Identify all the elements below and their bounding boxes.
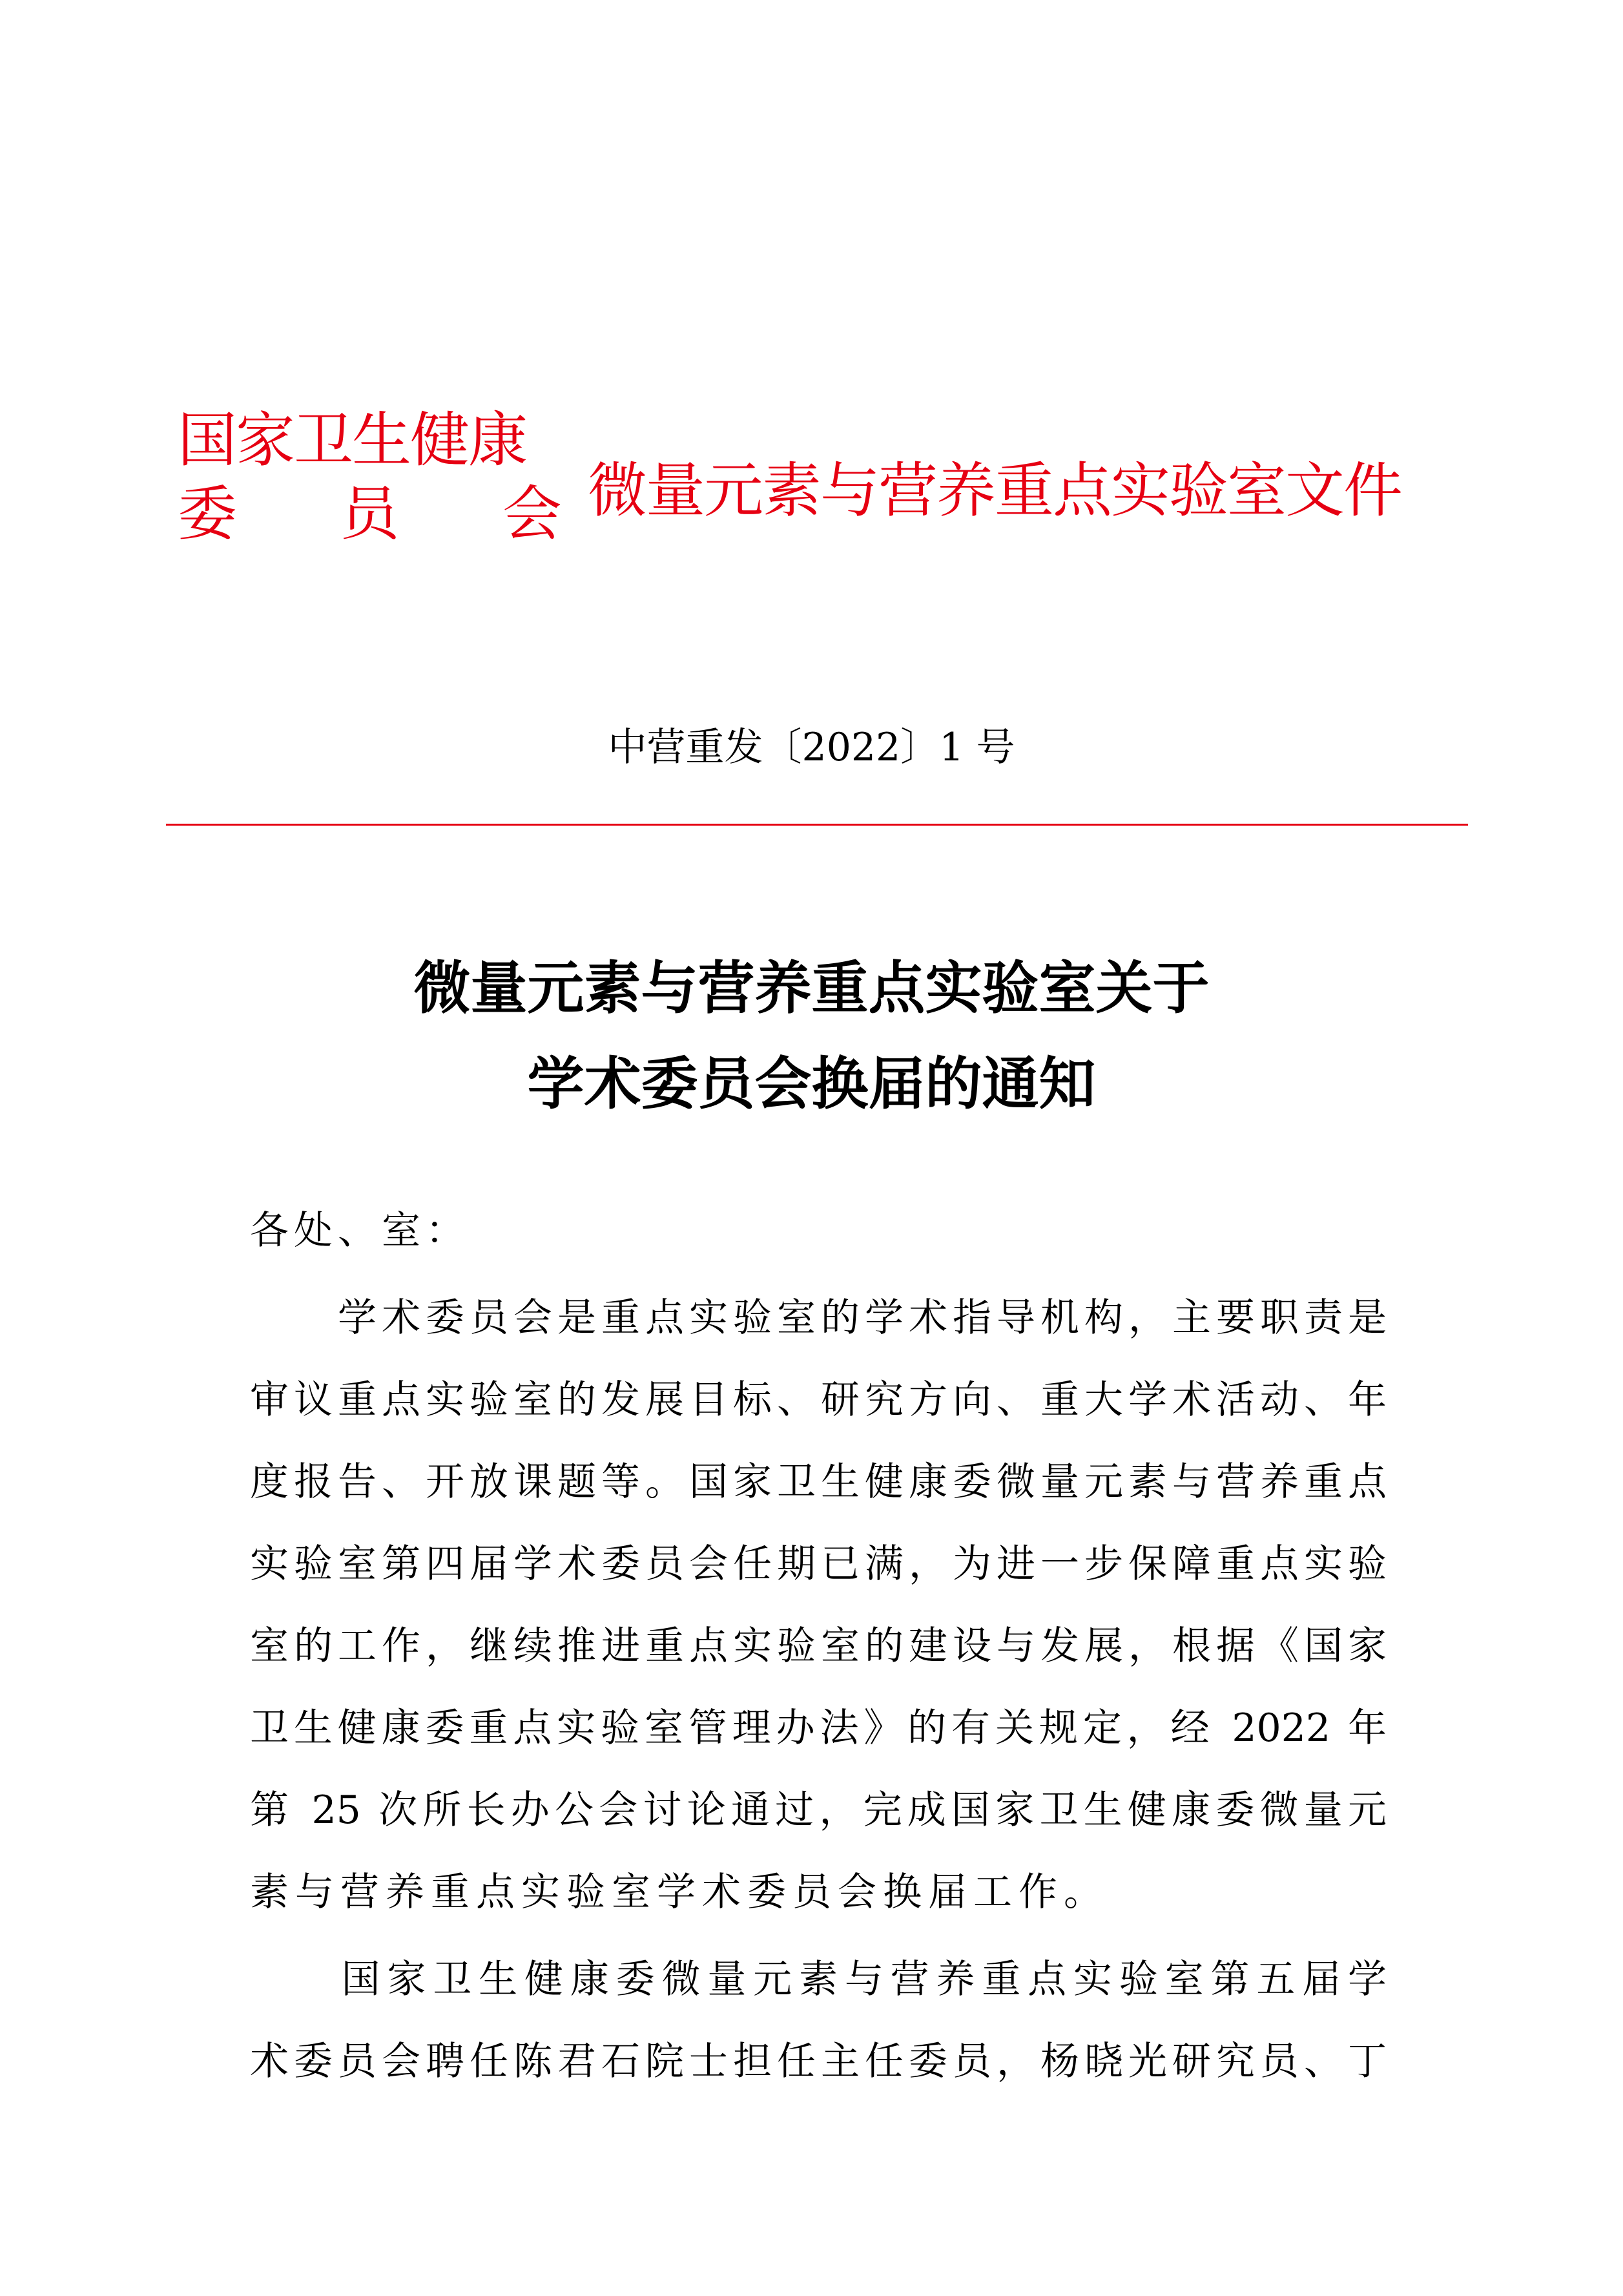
- document-header-title: 微量元素与营养重点实验室文件: [588, 456, 1402, 525]
- organization-name-line2: [178, 479, 562, 548]
- paragraph-2-line: 术委员会聘任陈君石院士担任主任委员，杨晓光研究员、丁: [250, 2039, 1387, 2084]
- notice-title: [0, 940, 1623, 1131]
- issuing-organization: [178, 406, 562, 548]
- organization-char: 员: [340, 479, 400, 548]
- document-number: 中营重发〔2022〕1 号: [608, 725, 1015, 770]
- notice-title-line2: 学术委员会换届的通知: [527, 1050, 1096, 1117]
- salutation: 各处、室：: [250, 1208, 470, 1253]
- paragraph-1-line: 室的工作，继续推进重点实验室的建设与发展，根据《国家: [250, 1623, 1387, 1669]
- red-divider-line: [166, 824, 1468, 826]
- paragraph-1-line: 第 25 次所长办公会讨论通过，完成国家卫生健康委微量元: [250, 1788, 1387, 1833]
- organization-name-line1: 国家卫生健康: [178, 406, 527, 475]
- paragraph-1-line: 学术委员会是重点实验室的学术指导机构，主要职责是: [250, 1295, 1387, 1341]
- paragraph-2-line: 国家卫生健康委微量元素与营养重点实验室第五届学: [250, 1957, 1387, 2002]
- paragraph-1-line: 审议重点实验室的发展目标、研究方向、重大学术活动、年: [250, 1377, 1387, 1423]
- paragraph-1-line: 度报告、开放课题等。国家卫生健康委微量元素与营养重点: [250, 1459, 1387, 1505]
- body-text: [250, 1277, 1387, 2103]
- paragraph-1-line: 实验室第四届学术委员会任期已满，为进一步保障重点实验: [250, 1541, 1387, 1587]
- organization-char: 会: [502, 479, 562, 548]
- organization-char: 委: [178, 479, 238, 548]
- notice-title-line1: 微量元素与营养重点实验室关于: [413, 954, 1210, 1021]
- paragraph-1-line: 素与营养重点实验室学术委员会换届工作。: [250, 1870, 1109, 1915]
- paragraph-1-line: 卫生健康委重点实验室管理办法》的有关规定，经 2022 年: [250, 1706, 1387, 1751]
- paragraph-spacer: [250, 1934, 1387, 1939]
